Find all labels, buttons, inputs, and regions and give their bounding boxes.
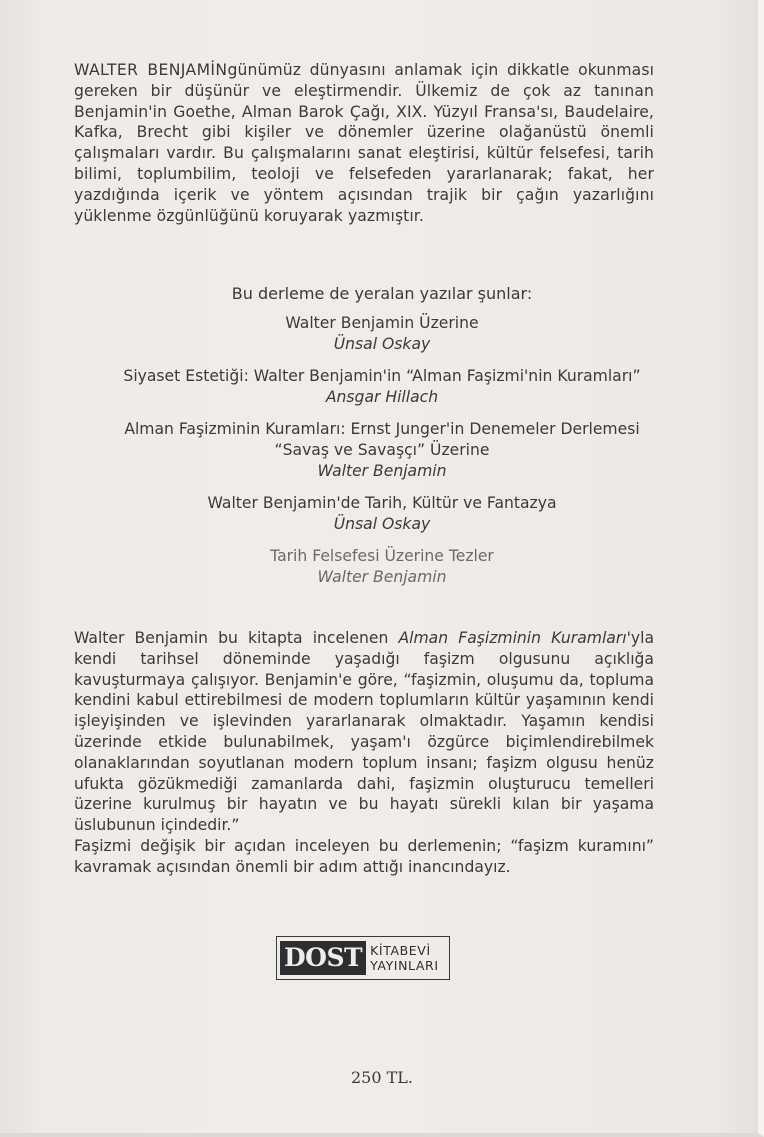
publisher-logo bbox=[276, 936, 450, 980]
intro-text: günümüz dünyasını anlamak için dikkatle okunması gereken bir düşünür ve eleştirmendir. Ülkemiz de çok az tanınan Benjamin'in Goethe, Alman Barok Çağı, XIX. Yüzyıl Fransa'sı, Baudelaire, Kafka, Brecht gibi kişiler ve dönemler üzerine olağanüstü önemli çalışmaları vardır. Bu çalışmalarını sanat eleştirisi, kültür felsefesi, tarih bilimi, toplumbilim, teoloji ve felsefeden yararlanarak; fakat, her yazdığında içerik ve yöntem açısından trajik bir çağın yazarlığını yüklenme özgünlüğünü koruyarak yazmıştır. bbox=[74, 61, 654, 225]
entry-author: Ünsal Oskay bbox=[333, 515, 431, 533]
publisher-mark: DOST bbox=[280, 941, 366, 975]
contents-entry bbox=[0, 493, 764, 535]
entry-title: Walter Benjamin Üzerine bbox=[285, 314, 479, 332]
contents-entry bbox=[0, 313, 764, 355]
contents-entry bbox=[0, 546, 764, 588]
contents-heading: Bu derleme de yeralan yazılar şunlar: bbox=[231, 284, 533, 303]
contents-entry bbox=[0, 366, 764, 408]
entry-author: Ansgar Hillach bbox=[325, 388, 439, 406]
contents-list bbox=[0, 313, 764, 599]
entry-author: Ünsal Oskay bbox=[333, 335, 431, 353]
publisher-line-2: YAYINLARI bbox=[370, 958, 439, 973]
price: 250 TL. bbox=[350, 1068, 413, 1087]
publisher-line-1: KİTABEVİ bbox=[370, 943, 431, 958]
book-title: Alman Faşizminin Kuramları bbox=[398, 629, 627, 647]
intro-paragraph bbox=[74, 60, 654, 226]
entry-title: Siyaset Estetiği: Walter Benjamin'in “Alman Faşizmi'nin Kuramları” bbox=[123, 367, 641, 385]
entry-author: Walter Benjamin bbox=[317, 462, 447, 480]
entry-title-continued: “Savaş ve Savaşçı” Üzerine bbox=[274, 441, 490, 459]
entry-title: Alman Faşizminin Kuramları: Ernst Junger'in Denemeler Derlemesi bbox=[124, 420, 640, 438]
description-lead: Walter Benjamin bu kitapta incelenen bbox=[74, 629, 399, 647]
intro-author-name: WALTER BENJAMİN bbox=[74, 61, 228, 79]
description-paragraph bbox=[74, 628, 654, 836]
closing-paragraph: Faşizmi değişik bir açıdan inceleyen bu derlemenin; “faşizm kuramını” kavramak açısından önemli bir adım attığı inancındayız. bbox=[74, 836, 654, 876]
entry-title: Walter Benjamin'de Tarih, Kültür ve Fantazya bbox=[207, 494, 557, 512]
description-body bbox=[74, 628, 654, 878]
entry-author: Walter Benjamin bbox=[317, 568, 447, 586]
contents-entry bbox=[0, 419, 764, 482]
entry-title: Tarih Felsefesi Üzerine Tezler bbox=[270, 547, 494, 565]
description-text: 'yla kendi tarihsel döneminde yaşadığı faşizm olgusunu açıklığa kavuşturmaya çalışıyor. Benjamin'e göre, “faşizmin, oluşumu da, topluma kendini kabul ettirebilmesi de modern toplumların kültür yaşamının kendi işleyişinden ve işlevinden yararlanarak olmaktadır. Yaşamın kendisi üzerinde etkide bulunabilmek, yaşam'ı özgürce biçimlendirebilmek olanaklarından soyutlanan modern toplum insanı; faşizm olgusu henüz ufukta gözükmediği zamanlarda dahi, faşizmin oluşturucu temelleri üzerine kurulmuş bir hayatın ve bu hayatı sürekli kılan bir yaşama üslubunun içindedir.” bbox=[74, 629, 654, 835]
publisher-name bbox=[370, 943, 439, 973]
